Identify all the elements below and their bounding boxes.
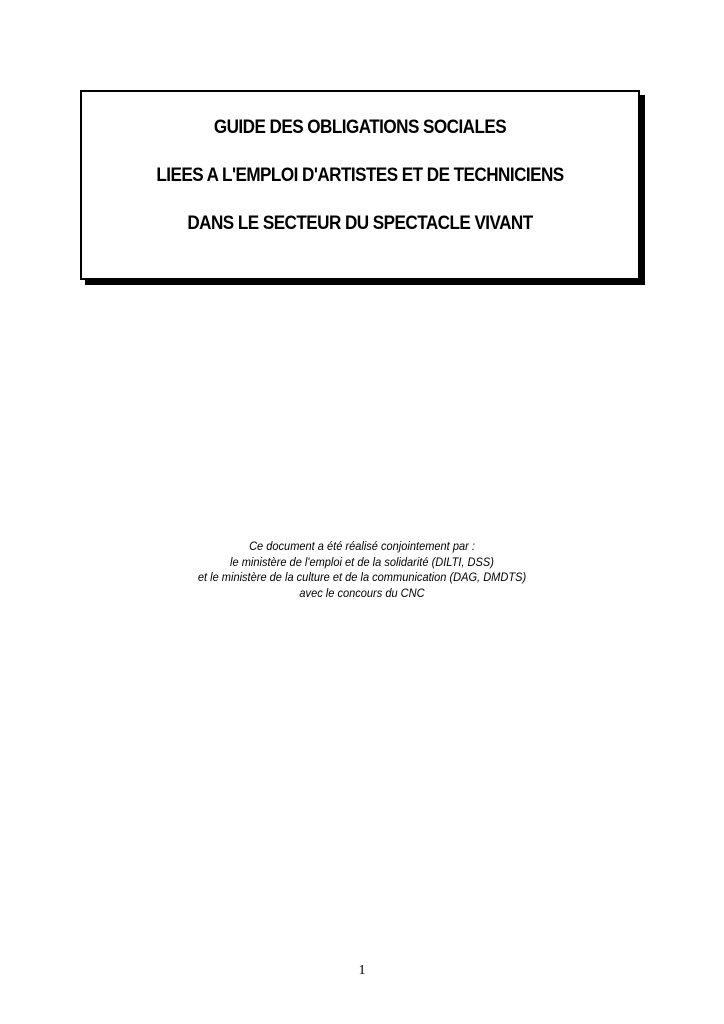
- credits-line-4: avec le concours du CNC: [299, 585, 425, 600]
- title-box: [80, 90, 640, 280]
- title-line-3: DANS LE SECTEUR DU SPECTACLE VIVANT: [187, 213, 533, 234]
- credits-line-2: le ministère de l'emploi et de la solidarité (DILTI, DSS): [230, 554, 494, 569]
- title-line-1: GUIDE DES OBLIGATIONS SOCIALES: [213, 117, 507, 138]
- credits-line-1: Ce document a été réalisé conjointement par :: [249, 539, 475, 553]
- page-number: 1: [358, 963, 366, 978]
- credits-block: [0, 539, 724, 601]
- title-line-2: LIEES A L'EMPLOI D'ARTISTES ET DE TECHNICIENS: [156, 165, 564, 186]
- credits-line-3: et le ministère de la culture et de la communication (DAG, DMDTS): [197, 570, 527, 584]
